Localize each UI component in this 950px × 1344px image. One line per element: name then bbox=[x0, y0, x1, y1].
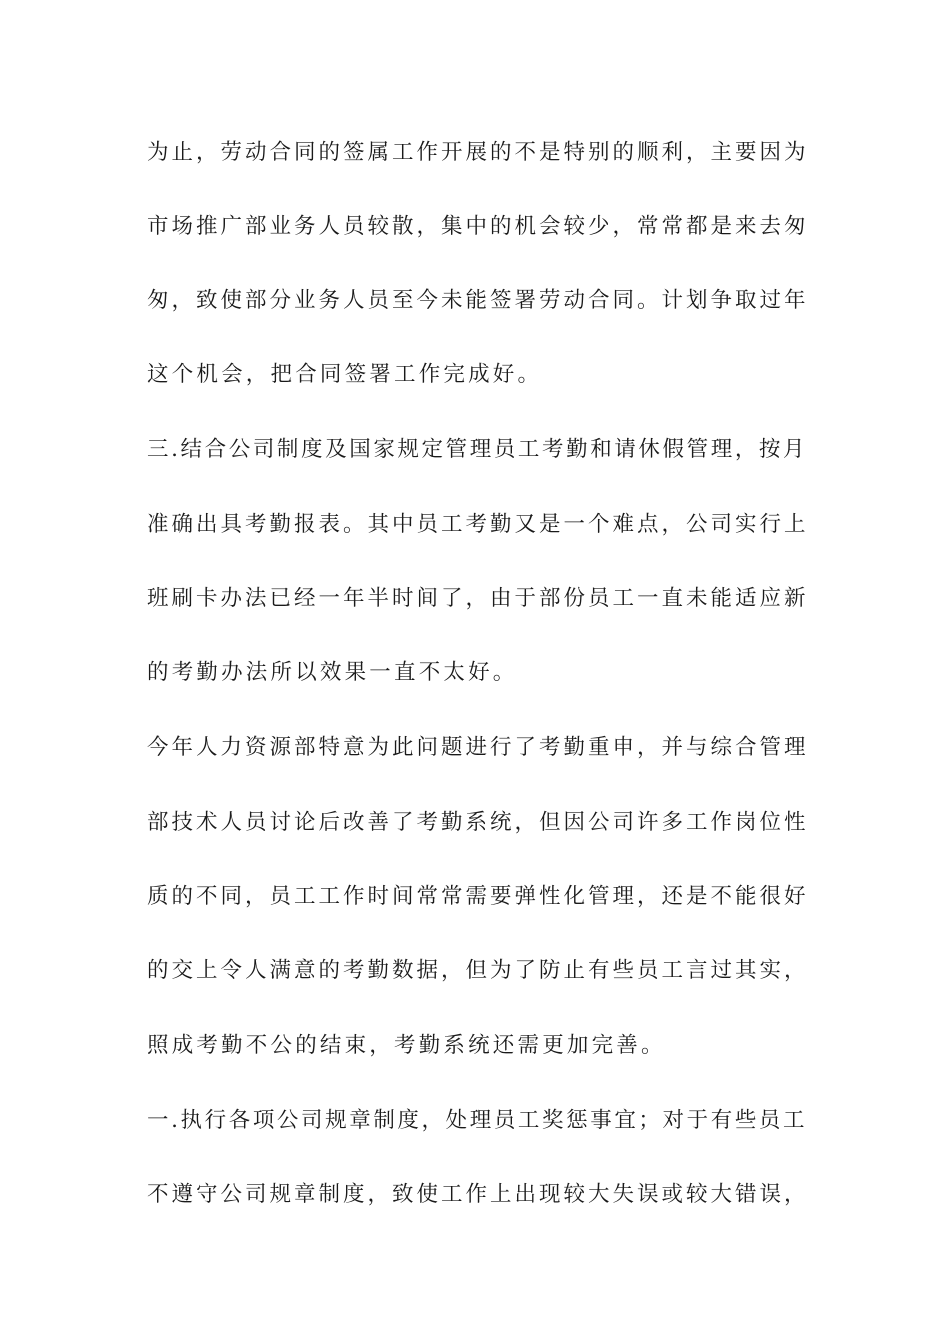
text-line: 一.执行各项公司规章制度，处理员工奖惩事宜；对于有些员工 bbox=[147, 1108, 808, 1133]
text-line: 为止，劳动合同的签属工作开展的不是特别的顺利，主要因为 bbox=[147, 140, 809, 165]
text-line: 匆，致使部分业务人员至今未能签署劳动合同。计划争取过年 bbox=[147, 288, 809, 313]
text-line: 照成考勤不公的结束，考勤系统还需更加完善。 bbox=[147, 1033, 666, 1058]
text-line: 不遵守公司规章制度，致使工作上出现较大失误或较大错误， bbox=[147, 1182, 809, 1207]
text-line: 市场推广部业务人员较散，集中的机会较少，常常都是来去匆 bbox=[147, 214, 809, 239]
text-line: 三.结合公司制度及国家规定管理员工考勤和请休假管理，按月 bbox=[147, 437, 808, 462]
text-line: 质的不同，员工工作时间常常需要弹性化管理，还是不能很好 bbox=[147, 884, 809, 909]
text-line: 的交上令人满意的考勤数据，但为了防止有些员工言过其实， bbox=[147, 958, 809, 983]
text-line: 今年人力资源部特意为此问题进行了考勤重申，并与综合管理 bbox=[147, 735, 809, 760]
text-line: 部技术人员讨论后改善了考勤系统，但因公司许多工作岗位性 bbox=[147, 810, 809, 835]
text-line: 班刷卡办法已经一年半时间了，由于部份员工一直未能适应新 bbox=[147, 586, 809, 611]
text-line: 的考勤办法所以效果一直不太好。 bbox=[147, 660, 518, 685]
text-line: 这个机会，把合同签署工作完成好。 bbox=[147, 362, 543, 387]
text-line: 准确出具考勤报表。其中员工考勤又是一个难点，公司实行上 bbox=[147, 512, 809, 537]
